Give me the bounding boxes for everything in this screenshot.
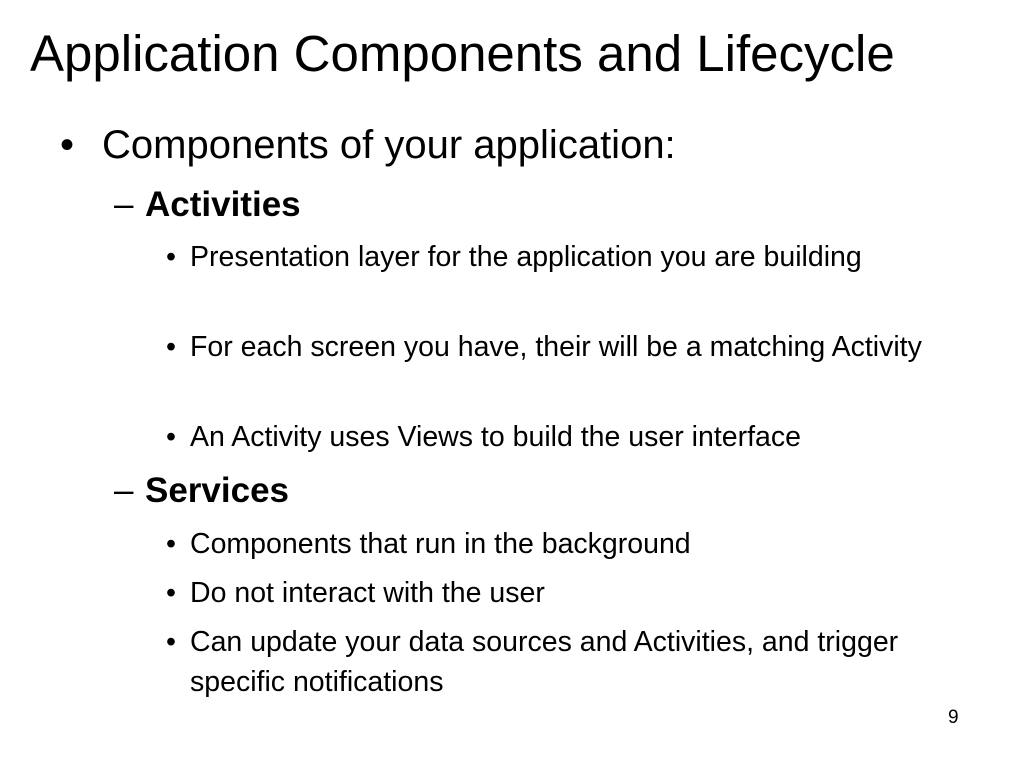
bullet-text: Components of your application: xyxy=(102,123,676,167)
bullet-marker: • xyxy=(166,626,176,658)
bullet-marker: • xyxy=(166,331,176,363)
list-item xyxy=(166,417,966,457)
list-item xyxy=(166,573,966,613)
bullet-marker: • xyxy=(166,528,176,560)
list-item-text: Do not interact with the user xyxy=(190,577,545,609)
bullet-marker: • xyxy=(166,421,176,453)
list-item-text: For each screen you have, their will be a matching Activity xyxy=(190,331,922,363)
list-item xyxy=(166,237,966,277)
list-item-text: Components that run in the background xyxy=(190,528,691,560)
list-item xyxy=(166,327,966,367)
list-item-text: An Activity uses Views to build the user interface xyxy=(190,421,801,453)
list-item xyxy=(166,524,966,564)
bullet-marker: • xyxy=(166,577,176,609)
list-item-text: Can update your data sources and Activities, and trigger specific notifications xyxy=(190,626,899,698)
bullet-marker: • xyxy=(60,123,75,167)
list-item-text: Presentation layer for the application you are building xyxy=(190,241,862,273)
slide-title: Application Components and Lifecycle xyxy=(30,25,895,82)
section-heading-text: Activities xyxy=(145,185,301,224)
dash-marker: – xyxy=(114,471,134,510)
bullet-marker: • xyxy=(166,241,176,273)
dash-marker: – xyxy=(114,185,134,224)
page-number: 9 xyxy=(948,707,959,728)
list-item xyxy=(166,622,966,702)
section-heading-text: Services xyxy=(145,471,290,510)
